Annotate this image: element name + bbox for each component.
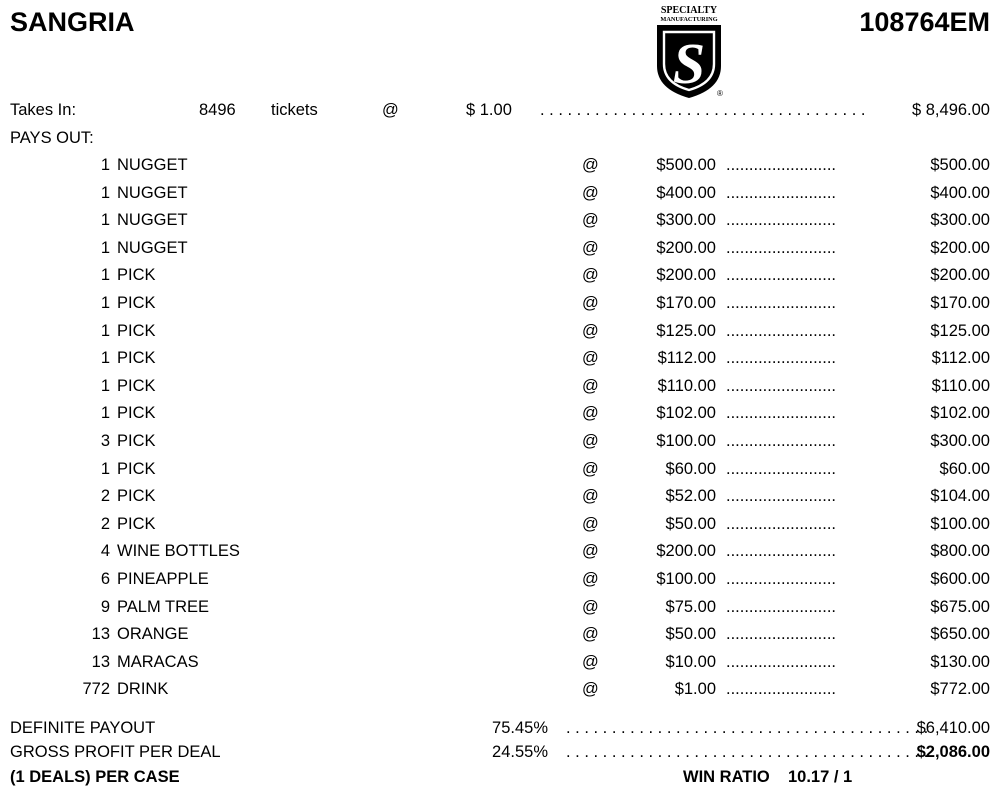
payout-total: $800.00: [930, 542, 990, 560]
payout-leader-dots: ........................: [726, 653, 837, 671]
payout-qty: 13: [91, 653, 110, 671]
payout-at: @: [582, 460, 599, 478]
payout-total: $500.00: [930, 156, 990, 174]
payout-total: $110.00: [931, 377, 990, 395]
payout-name: NUGGET: [117, 211, 188, 229]
payout-name: NUGGET: [117, 156, 188, 174]
payout-price: $50.00: [665, 625, 716, 643]
payout-price: $500.00: [656, 156, 716, 174]
payout-leader-dots: ........................: [726, 625, 837, 643]
payout-price: $112.00: [657, 349, 716, 367]
payout-price: $52.00: [665, 487, 716, 505]
payout-total: $112.00: [931, 349, 990, 367]
definite-payout-leader-dots: . . . . . . . . . . . . . . . . . . . . . . . . . . . . . . . . . . . . . . . .: [566, 719, 929, 737]
payout-leader-dots: ........................: [726, 184, 837, 202]
payout-at: @: [582, 349, 599, 367]
payout-qty: 1: [100, 404, 110, 422]
payout-price: $110.00: [657, 377, 716, 395]
win-ratio-label: WIN RATIO: [683, 768, 770, 786]
payout-name: PICK: [117, 322, 156, 340]
payout-total: $600.00: [930, 570, 990, 588]
gross-profit-label: GROSS PROFIT PER DEAL: [10, 743, 221, 761]
payout-at: @: [582, 156, 599, 174]
payout-qty: 1: [100, 239, 110, 257]
payout-at: @: [582, 625, 599, 643]
payout-leader-dots: ........................: [726, 598, 837, 616]
payout-price: $300.00: [656, 211, 716, 229]
payout-at: @: [582, 404, 599, 422]
payout-qty: 2: [100, 487, 110, 505]
payout-total: $300.00: [930, 432, 990, 450]
payout-qty: 6: [100, 570, 110, 588]
payout-name: PICK: [117, 266, 156, 284]
payout-name: NUGGET: [117, 239, 188, 257]
payout-total: $130.00: [930, 653, 990, 671]
win-ratio-value: 10.17 / 1: [788, 768, 853, 786]
payout-leader-dots: ........................: [726, 432, 837, 450]
definite-payout-label: DEFINITE PAYOUT: [10, 719, 156, 737]
payout-price: $60.00: [665, 460, 716, 478]
payout-price: $1.00: [674, 680, 716, 698]
logo-registered: ®: [717, 89, 723, 98]
form-number: 108764EM: [859, 7, 990, 37]
payout-name: PICK: [117, 404, 156, 422]
game-name: SANGRIA: [10, 7, 135, 37]
payout-total: $125.00: [930, 322, 990, 340]
payout-qty: 4: [100, 542, 110, 560]
payout-qty: 2: [100, 515, 110, 533]
payout-leader-dots: ........................: [726, 680, 837, 698]
payout-name: DRINK: [117, 680, 169, 698]
payout-price: $102.00: [656, 404, 716, 422]
payout-at: @: [582, 542, 599, 560]
payout-name: PICK: [117, 377, 156, 395]
payout-at: @: [582, 211, 599, 229]
gross-profit-leader-dots: . . . . . . . . . . . . . . . . . . . . . . . . . . . . . . . . . . . . . . . .: [566, 743, 929, 761]
logo-line2: MANUFACTURING: [660, 16, 718, 23]
takes-in-price: $ 1.00: [466, 101, 512, 119]
payout-leader-dots: ........................: [726, 156, 837, 174]
payout-qty: 3: [100, 432, 110, 450]
payout-price: $200.00: [656, 542, 716, 560]
logo-line1: SPECIALTY: [660, 5, 718, 16]
payout-qty: 1: [100, 460, 110, 478]
specialty-manufacturing-logo: [652, 4, 726, 100]
payout-total: $200.00: [930, 239, 990, 257]
payout-leader-dots: ........................: [726, 542, 837, 560]
payout-qty: 1: [100, 184, 110, 202]
payout-leader-dots: ........................: [726, 570, 837, 588]
payout-qty: 772: [82, 680, 110, 698]
takes-in-tickets-unit: tickets: [271, 101, 318, 119]
payout-leader-dots: ........................: [726, 515, 837, 533]
payout-at: @: [582, 184, 599, 202]
payout-price: $200.00: [656, 266, 716, 284]
payout-leader-dots: ........................: [726, 211, 837, 229]
payout-name: PINEAPPLE: [117, 570, 209, 588]
payout-leader-dots: ........................: [726, 294, 837, 312]
payout-leader-dots: ........................: [726, 487, 837, 505]
payout-qty: 1: [100, 349, 110, 367]
payout-at: @: [582, 239, 599, 257]
payout-name: PICK: [117, 294, 156, 312]
payout-at: @: [582, 515, 599, 533]
payout-price: $100.00: [656, 432, 716, 450]
payout-leader-dots: ........................: [726, 460, 837, 478]
payout-name: PICK: [117, 487, 156, 505]
payout-qty: 1: [100, 322, 110, 340]
payout-name: MARACAS: [117, 653, 199, 671]
payout-at: @: [582, 322, 599, 340]
payout-at: @: [582, 570, 599, 588]
payout-qty: 1: [100, 377, 110, 395]
payout-price: $100.00: [656, 570, 716, 588]
payout-total: $104.00: [930, 487, 990, 505]
logo-mark: S: [672, 31, 706, 96]
payout-at: @: [582, 680, 599, 698]
payout-name: PICK: [117, 432, 156, 450]
payout-leader-dots: ........................: [726, 239, 837, 257]
payout-total: $675.00: [930, 598, 990, 616]
takes-in-at: @: [382, 101, 399, 119]
takes-in-leader-dots: . . . . . . . . . . . . . . . . . . . . . . . . . . . . . . . . . . . .: [540, 101, 866, 119]
payout-qty: 1: [100, 266, 110, 284]
payout-at: @: [582, 377, 599, 395]
payout-qty: 9: [100, 598, 110, 616]
payout-name: NUGGET: [117, 184, 188, 202]
payout-total: $650.00: [930, 625, 990, 643]
payout-name: PICK: [117, 349, 156, 367]
payout-qty: 1: [100, 294, 110, 312]
takes-in-total: $ 8,496.00: [912, 101, 990, 119]
definite-payout-total: $6,410.00: [916, 719, 990, 737]
payout-qty: 1: [100, 211, 110, 229]
definite-payout-pct: 75.45%: [492, 719, 548, 737]
payout-total: $102.00: [930, 404, 990, 422]
payout-name: WINE BOTTLES: [117, 542, 240, 560]
payout-at: @: [582, 487, 599, 505]
gross-profit-total: $2,086.00: [916, 743, 990, 761]
payout-total: $772.00: [930, 680, 990, 698]
payout-leader-dots: ........................: [726, 377, 837, 395]
payout-at: @: [582, 432, 599, 450]
takes-in-label: Takes In:: [10, 101, 77, 119]
payout-total: $60.00: [939, 460, 990, 478]
payout-qty: 13: [91, 625, 110, 643]
payout-at: @: [582, 653, 599, 671]
payout-total: $400.00: [930, 184, 990, 202]
payout-total: $200.00: [930, 266, 990, 284]
payout-total: $300.00: [930, 211, 990, 229]
payout-price: $170.00: [656, 294, 716, 312]
payout-name: PALM TREE: [117, 598, 209, 616]
payout-price: $400.00: [656, 184, 716, 202]
payout-name: PICK: [117, 515, 156, 533]
gross-profit-pct: 24.55%: [492, 743, 548, 761]
deals-per-case: (1 DEALS) PER CASE: [10, 768, 180, 786]
payout-at: @: [582, 294, 599, 312]
pays-out-label: PAYS OUT:: [10, 129, 94, 147]
payout-price: $50.00: [665, 515, 716, 533]
payout-name: ORANGE: [117, 625, 189, 643]
payout-at: @: [582, 598, 599, 616]
payout-total: $100.00: [930, 515, 990, 533]
payout-total: $170.00: [930, 294, 990, 312]
payout-price: $75.00: [665, 598, 716, 616]
takes-in-tickets: 8496: [199, 101, 236, 119]
payout-price: $200.00: [656, 239, 716, 257]
payout-leader-dots: ........................: [726, 322, 837, 340]
payout-price: $125.00: [656, 322, 716, 340]
payout-qty: 1: [100, 156, 110, 174]
payout-at: @: [582, 266, 599, 284]
payout-name: PICK: [117, 460, 156, 478]
payout-price: $10.00: [665, 653, 716, 671]
payout-leader-dots: ........................: [726, 266, 837, 284]
payout-leader-dots: ........................: [726, 404, 837, 422]
payout-leader-dots: ........................: [726, 349, 837, 367]
